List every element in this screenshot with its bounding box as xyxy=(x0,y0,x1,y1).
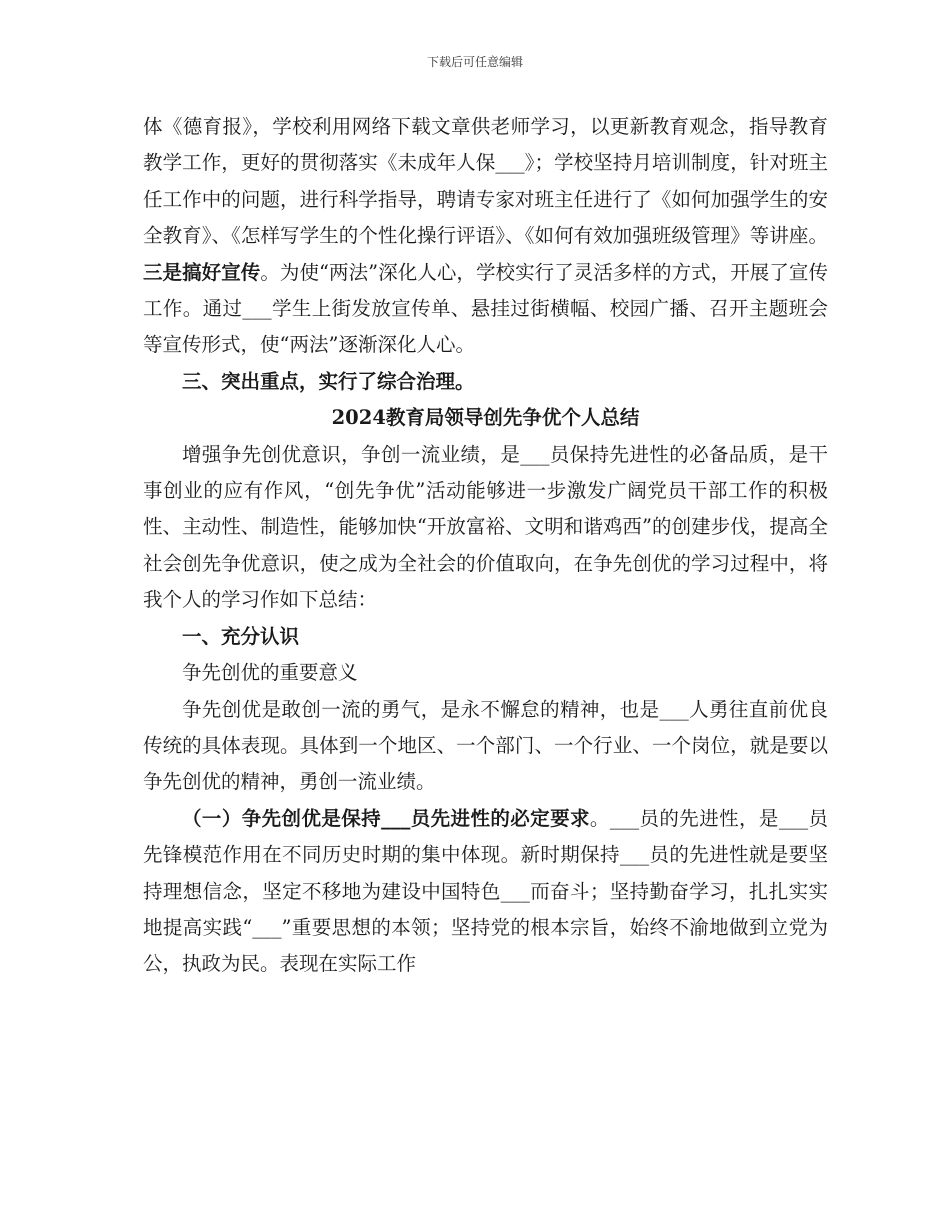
bold-lead: （一）争先创优是保持___员先进性的必定要求 xyxy=(182,806,590,830)
sub-heading: 争先创优的重要意义 xyxy=(182,661,358,685)
section-heading-3: 三、突出重点，实行了综合治理。 xyxy=(182,369,475,393)
paragraph-text: 。___员的先进性，是___员先锋模范作用在不同历史时期的集中体现。新时期保持___员的先进性就是要坚持理想信念，坚定不移地为建设中国特色___而奋斗；坚持勤奋学习，扎扎实实地提高实践“___”重要思想的本领；坚持党的根本宗旨，始终不渝地做到立党为公，执政为民。表现在实际工作 xyxy=(143,806,828,976)
body-paragraph-mixed xyxy=(143,801,828,983)
document-body xyxy=(143,109,828,983)
section-heading-1: 一、充分认识 xyxy=(182,624,300,648)
paragraph-text: 。为使“两法”深化人心，学校实行了灵活多样的方式，开展了宣传工作。通过___学生上街发放宣传单、悬挂过街横幅、校园广播、召开主题班会等宣传形式，使“两法”逐渐深化人心。 xyxy=(143,260,828,357)
bold-phrase: 三是搞好宣传 xyxy=(143,260,261,284)
paragraph-text: 体《德育报》，学校利用网络下载文章供老师学习，以更新教育观念，指导教育教学工作，更好的贯彻落实《未成年人保___》；学校坚持月培训制度，针对班主任工作中的问题，进行科学指导，聘请专家对班主任进行了《如何加强学生的安全教育》、《怎样写学生的个性化操行评语》、《如何有效加强班级管理》等讲座。 xyxy=(143,115,828,248)
intro-paragraph: 增强争先创优意识，争创一流业绩，是___员保持先进性的必备品质，是干事创业的应有作风，“创先争优”活动能够进一步激发广阔党员干部工作的积极性、主动性、制造性，能够加快“开放富裕、文明和谐鸡西”的创建步伐，提高全社会创先争优意识，使之成为全社会的价值取向，在争先创优的学习过程中，将我个人的学习作如下总结： xyxy=(143,442,828,612)
body-paragraph: 争先创优是敢创一流的勇气，是永不懈怠的精神，也是___人勇往直前优良传统的具体表现。具体到一个地区、一个部门、一个行业、一个岗位，就是要以争先创优的精神，勇创一流业绩。 xyxy=(143,697,828,794)
document-title: 2024教育局领导创先争优个人总结 xyxy=(331,406,640,430)
page-header: 下载后可任意编辑 xyxy=(426,55,523,69)
paragraph-continued xyxy=(143,109,828,364)
